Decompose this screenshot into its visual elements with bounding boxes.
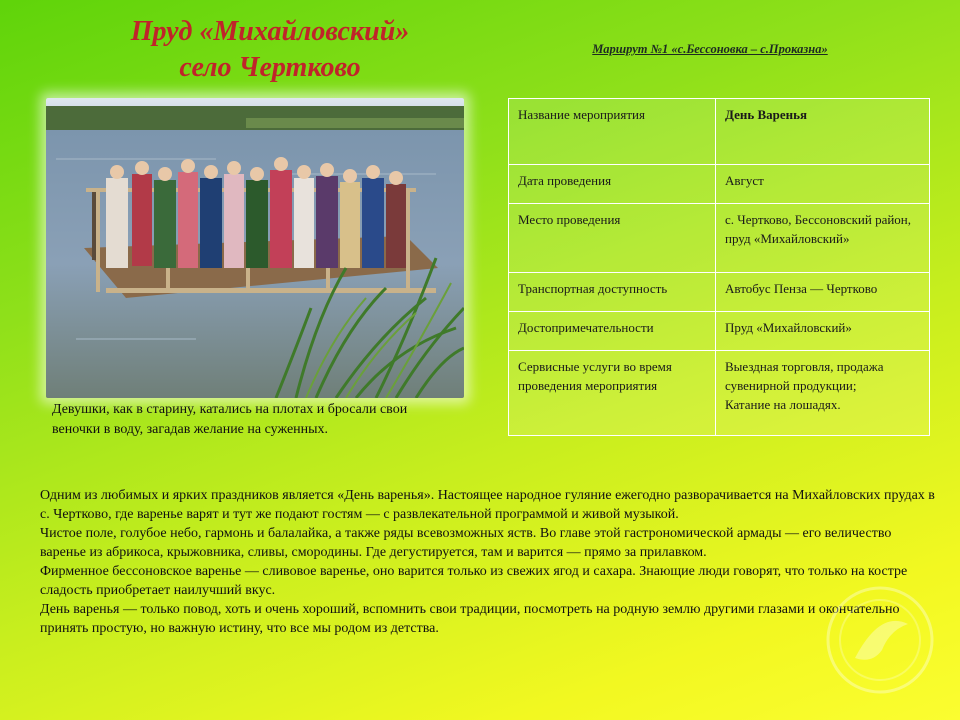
- route-label: Маршрут №1 «с.Бессоновка – с.Проказна»: [592, 42, 828, 56]
- row-value: День Варенья: [716, 99, 930, 165]
- paragraph: Чистое поле, голубое небо, гармонь и балалайка, а также ряды всевозможных яств. Во главе этой гастрономической армады — его величество варенье из абрикоса, крыжовника, сливы, смородины. Где дегустируется, там и варится — прямо за прилавком.: [40, 526, 892, 560]
- table-row: [509, 312, 930, 351]
- paragraph: Одним из любимых и ярких праздников является «День варенья». Настоящее народное гуляние ежегодно разворачивается на Михайловских прудах в с. Чертково, где варенье варят и тут же подают гостям — с развлекательной программой и живой музыкой.: [40, 488, 935, 522]
- row-value: Август: [716, 165, 930, 204]
- table-row: [509, 99, 930, 165]
- table-row: [509, 204, 930, 273]
- row-label: Дата проведения: [509, 165, 716, 204]
- page-title: [60, 14, 480, 86]
- row-label: Достопримечательности: [509, 312, 716, 351]
- row-label: Место проведения: [509, 204, 716, 273]
- row-label: Транспортная доступность: [509, 273, 716, 312]
- table-row: [509, 273, 930, 312]
- row-label: Сервисные услуги во время проведения мероприятия: [509, 351, 716, 436]
- row-value: [716, 351, 930, 436]
- service-line-1: Выездная торговля, продажа сувенирной продукции;: [725, 359, 884, 393]
- pond-photo: [46, 98, 464, 398]
- service-line-2: Катание на лошадях.: [725, 397, 841, 412]
- title-line-2: село Чертково: [179, 52, 361, 83]
- title-line-1: Пруд «Михайловский»: [130, 16, 410, 47]
- row-label: Название мероприятия: [509, 99, 716, 165]
- row-value: Автобус Пенза — Чертково: [716, 273, 930, 312]
- row-value: с. Чертково, Бессоновский район, пруд «Михайловский»: [716, 204, 930, 273]
- watermark-emblem-icon: [820, 580, 940, 700]
- photo-caption: Девушки, как в старину, катались на плотах и бросали свои веночки в воду, загадав желание на суженных.: [52, 402, 408, 437]
- event-info-table: [508, 98, 930, 436]
- table-row: [509, 351, 930, 436]
- table-row: [509, 165, 930, 204]
- description-text: [40, 486, 940, 638]
- paragraph: Фирменное бессоновское варенье — сливовое варенье, оно варится только из свежих ягод и сахара. Знающие люди говорят, что только на костре сладость приобретает наилучший вкус.: [40, 564, 908, 598]
- row-value: Пруд «Михайловский»: [716, 312, 930, 351]
- paragraph: День варенья — только повод, хоть и очень хороший, вспомнить свои традиции, посмотреть на родную землю другими глазами и окончательно принять простую, но важную истину, что все мы родом из детства.: [40, 602, 900, 636]
